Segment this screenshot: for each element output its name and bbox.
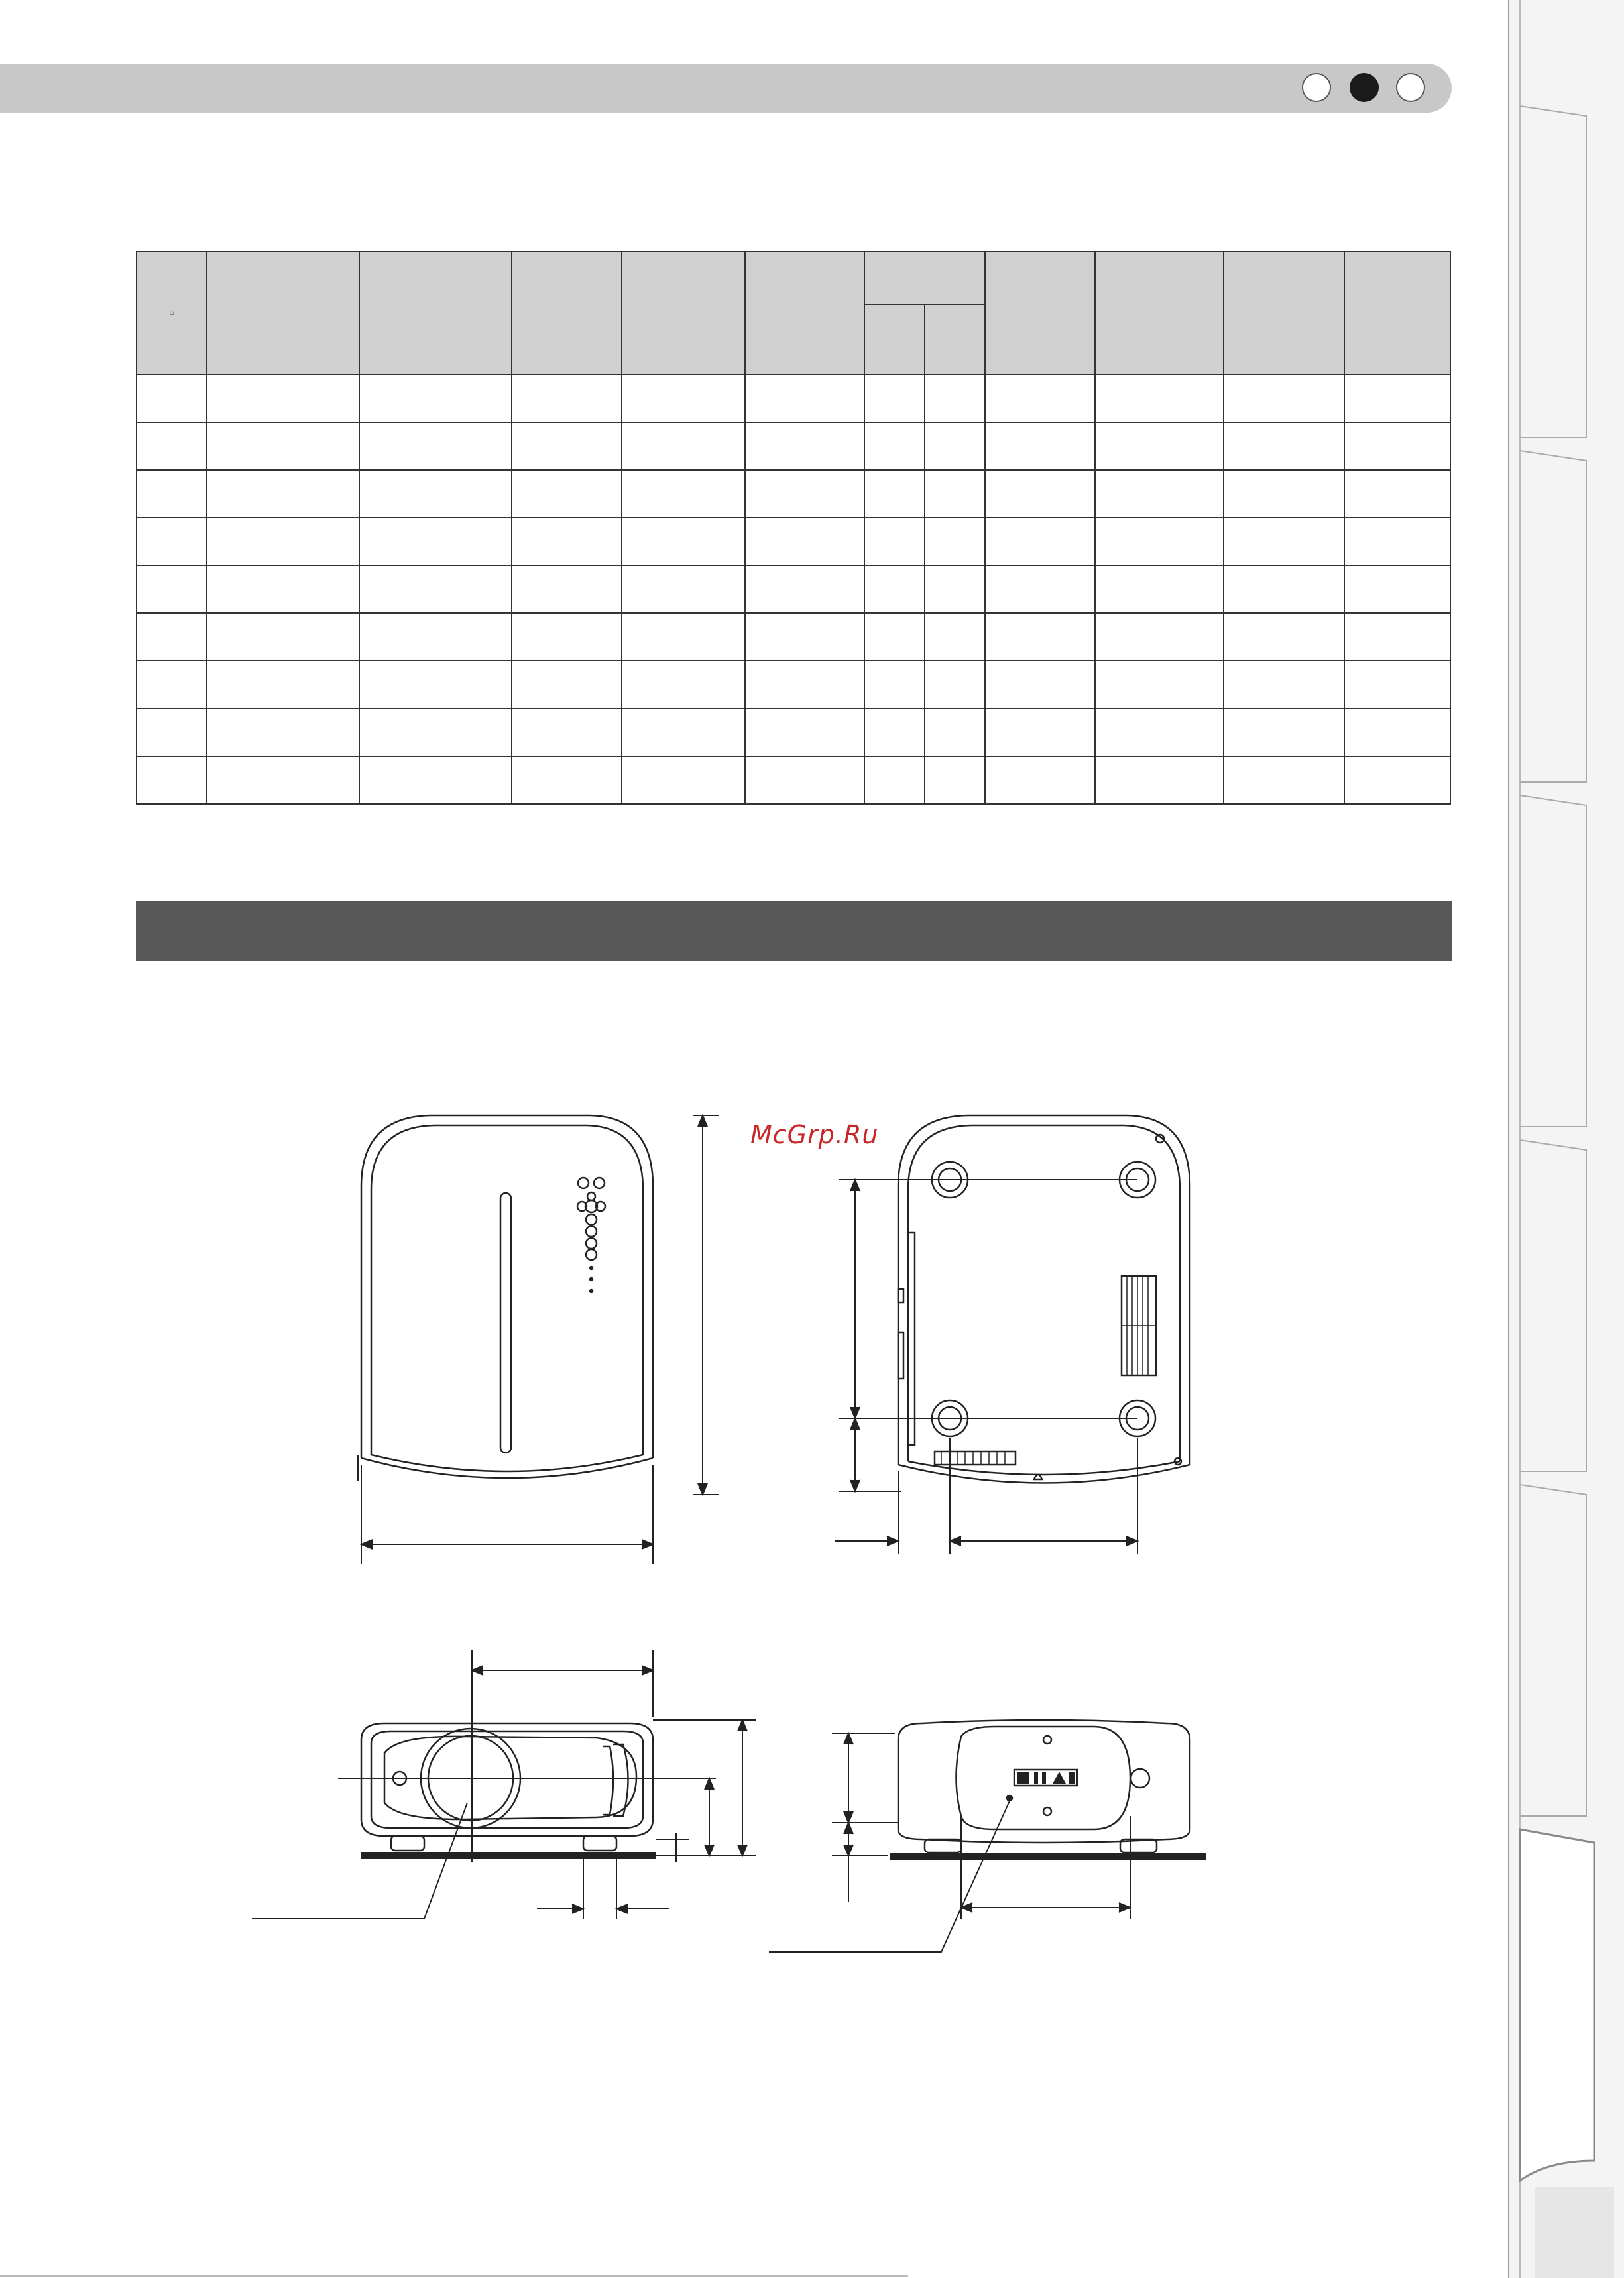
front-view-drawing (361, 1723, 653, 1851)
watermark: McGrp.Ru (750, 1120, 879, 1149)
header-mark: ▫ (169, 309, 174, 317)
d-ila-logo (1017, 1772, 1075, 1784)
top-view-drawing (358, 1115, 653, 1481)
bottom-view-drawing (898, 1115, 1190, 1483)
bottom-rule (0, 2275, 908, 2277)
side-index-tabs (1508, 0, 1624, 2278)
rear-view-drawing (898, 1720, 1190, 1852)
